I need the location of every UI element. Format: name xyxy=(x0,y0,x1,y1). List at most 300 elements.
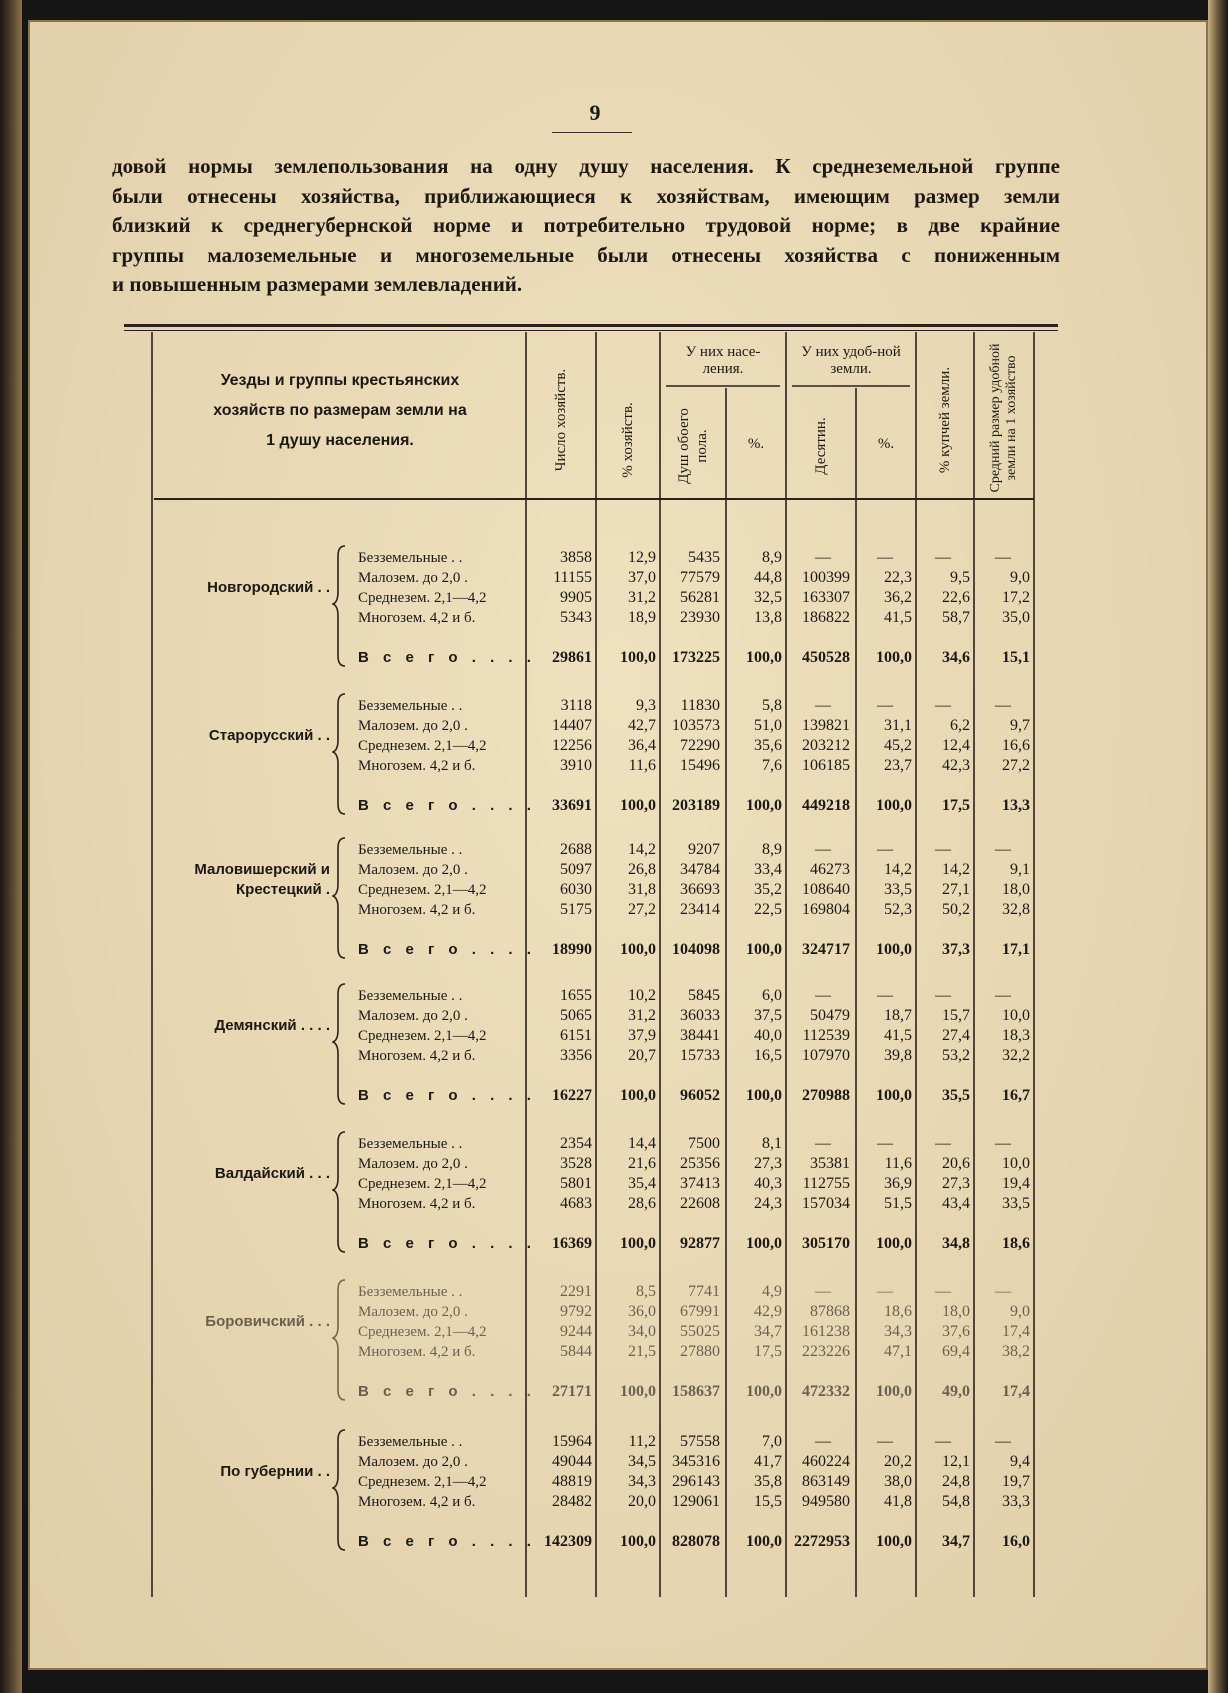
table-cell: — xyxy=(995,697,1011,714)
table-cell: — xyxy=(877,549,893,566)
total-cell: 158637 xyxy=(672,1383,720,1400)
table-cell: 34,3 xyxy=(628,1473,656,1490)
table-cell: 20,2 xyxy=(884,1453,912,1470)
group-row-label: Безземельные . . xyxy=(358,1136,463,1152)
total-cell: 173225 xyxy=(672,649,720,666)
table-cell: 40,0 xyxy=(754,1027,782,1044)
table-cell: 2354 xyxy=(560,1135,592,1152)
total-cell: 13,3 xyxy=(1002,797,1030,814)
table-cell: 3858 xyxy=(560,549,592,566)
table-cell: 108640 xyxy=(802,881,850,898)
total-cell: 450528 xyxy=(802,649,850,666)
table-cell: 15496 xyxy=(680,757,720,774)
table-cell: 21,6 xyxy=(628,1155,656,1172)
table-cell: 38,0 xyxy=(884,1473,912,1490)
table-cell: 7,0 xyxy=(762,1433,782,1450)
header-population-group: У них насе-ления. xyxy=(685,344,761,377)
table-cell: 103573 xyxy=(672,717,720,734)
table-cell: 5,8 xyxy=(762,697,782,714)
header-desyatin: Десятин. xyxy=(813,417,829,475)
table-cell: 5175 xyxy=(560,901,592,918)
table-cell: 42,3 xyxy=(942,757,970,774)
table-cell: 863149 xyxy=(802,1473,850,1490)
table-cell: 42,7 xyxy=(628,717,656,734)
table-cell: 25356 xyxy=(680,1155,720,1172)
group-row-label: Малозем. до 2,0 . xyxy=(358,1304,468,1320)
table-cell: 18,3 xyxy=(1002,1027,1030,1044)
table-cell: 12,4 xyxy=(942,737,970,754)
uezd-name: Валдайский . . . xyxy=(214,1165,330,1182)
header-households: Число хозяйств. xyxy=(553,368,569,472)
header-souls-pct: %. xyxy=(747,436,765,452)
table-cell: 67991 xyxy=(680,1303,720,1320)
table-cell: 5343 xyxy=(560,609,592,626)
total-cell: 27171 xyxy=(552,1383,592,1400)
group-row-label: Малозем. до 2,0 . xyxy=(358,570,468,586)
table-cell: 12256 xyxy=(552,737,592,754)
table-cell: 13,8 xyxy=(754,609,782,626)
group-row-label: Среднезем. 2,1—4,2 xyxy=(358,1028,487,1044)
table-cell: 5435 xyxy=(688,549,720,566)
table-cell: 28,6 xyxy=(628,1195,656,1212)
total-cell: 34,6 xyxy=(942,649,970,666)
group-brace xyxy=(332,1428,348,1552)
page-number: 9 xyxy=(589,100,601,125)
table-cell: — xyxy=(877,1433,893,1450)
table-cell: — xyxy=(877,1283,893,1300)
total-cell: 29861 xyxy=(552,649,592,666)
table-cell: 16,6 xyxy=(1002,737,1030,754)
table-cell: — xyxy=(995,1283,1011,1300)
table-cell: 9,0 xyxy=(1010,1303,1030,1320)
table-cell: 11155 xyxy=(553,569,592,586)
table-cell: 27,1 xyxy=(942,881,970,898)
table-cell: 10,0 xyxy=(1002,1007,1030,1024)
table-cell: — xyxy=(935,1283,951,1300)
total-cell: 100,0 xyxy=(746,941,782,958)
table-cell: 161238 xyxy=(802,1323,850,1340)
header-bought-land: % купчей земли. xyxy=(937,366,953,474)
total-cell: 305170 xyxy=(802,1235,850,1252)
table-cell: 19,7 xyxy=(1002,1473,1030,1490)
table-cell: — xyxy=(995,987,1011,1004)
paragraph-line: и повышенным размерами землевладений. xyxy=(112,272,523,296)
table-cell: 9,1 xyxy=(1010,861,1030,878)
total-cell: 100,0 xyxy=(876,1533,912,1550)
table-cell: 33,5 xyxy=(884,881,912,898)
table-cell: 14,2 xyxy=(884,861,912,878)
uezd-name: Демянский . . . . xyxy=(214,1017,330,1034)
table-cell: 22,6 xyxy=(942,589,970,606)
table-cell: 77579 xyxy=(680,569,720,586)
total-cell: 34,7 xyxy=(942,1533,970,1550)
table-cell: 5097 xyxy=(560,861,592,878)
total-cell: 828078 xyxy=(672,1533,720,1550)
total-cell: 100,0 xyxy=(876,1087,912,1104)
table-cell: 6030 xyxy=(560,881,592,898)
table-cell: 19,4 xyxy=(1002,1175,1030,1192)
table-cell: 50479 xyxy=(810,1007,850,1024)
total-cell: 100,0 xyxy=(620,649,656,666)
table-cell: 33,3 xyxy=(1002,1493,1030,1510)
total-row-label: В с е г о . . . . xyxy=(358,797,536,814)
total-cell: 449218 xyxy=(802,797,850,814)
total-cell: 100,0 xyxy=(876,1235,912,1252)
table-cell: 9905 xyxy=(560,589,592,606)
table-cell: 31,2 xyxy=(628,1007,656,1024)
total-cell: 16227 xyxy=(552,1087,592,1104)
group-row-label: Безземельные . . xyxy=(358,988,463,1004)
total-cell: 2272953 xyxy=(794,1533,850,1550)
total-cell: 100,0 xyxy=(746,1383,782,1400)
total-row-label: В с е г о . . . . xyxy=(358,1383,536,1400)
table-cell: 27880 xyxy=(680,1343,720,1360)
table-cell: 52,3 xyxy=(884,901,912,918)
table-cell: 23930 xyxy=(680,609,720,626)
uezd-name: Маловишерский и xyxy=(194,861,330,878)
table-cell: 20,0 xyxy=(628,1493,656,1510)
table-cell: 41,5 xyxy=(884,1027,912,1044)
table-cell: 39,8 xyxy=(884,1047,912,1064)
table-cell: 41,8 xyxy=(884,1493,912,1510)
total-cell: 33691 xyxy=(552,797,592,814)
group-row-label: Среднезем. 2,1—4,2 xyxy=(358,590,487,606)
group-row-label: Многозем. 4,2 и б. xyxy=(358,1494,476,1510)
table-cell: 35,4 xyxy=(628,1175,656,1192)
table-cell: 14,4 xyxy=(628,1135,656,1152)
table-cell: 8,1 xyxy=(762,1135,782,1152)
table-cell: 22,3 xyxy=(884,569,912,586)
table-cell: 9,0 xyxy=(1010,569,1030,586)
table-cell: 32,2 xyxy=(1002,1047,1030,1064)
table-cell: 22608 xyxy=(680,1195,720,1212)
table-cell: — xyxy=(935,841,951,858)
table-cell: 6,0 xyxy=(762,987,782,1004)
table-cell: 9,5 xyxy=(950,569,970,586)
table-cell: 129061 xyxy=(672,1493,720,1510)
group-row-label: Малозем. до 2,0 . xyxy=(358,862,468,878)
table-cell: 12,9 xyxy=(628,549,656,566)
table-cell: 31,2 xyxy=(628,589,656,606)
table-cell: 35,2 xyxy=(754,881,782,898)
group-row-label: Многозем. 4,2 и б. xyxy=(358,1196,476,1212)
table-cell: 24,3 xyxy=(754,1195,782,1212)
table-cell: 16,5 xyxy=(754,1047,782,1064)
table-cell: 10,2 xyxy=(628,987,656,1004)
table-cell: 35,0 xyxy=(1002,609,1030,626)
table-cell: 14407 xyxy=(552,717,592,734)
total-row-label: В с е г о . . . . xyxy=(358,1087,536,1104)
table-cell: 55025 xyxy=(680,1323,720,1340)
table-cell: 9,7 xyxy=(1010,717,1030,734)
total-cell: 270988 xyxy=(802,1087,850,1104)
table-cell: — xyxy=(995,1433,1011,1450)
total-cell: 35,5 xyxy=(942,1087,970,1104)
table-cell: 15733 xyxy=(680,1047,720,1064)
table-cell: 27,2 xyxy=(1002,757,1030,774)
table-cell: — xyxy=(935,987,951,1004)
table-cell: 49044 xyxy=(552,1453,592,1470)
uezd-name: По губернии . . xyxy=(220,1463,330,1480)
total-row-label: В с е г о . . . . xyxy=(358,1533,536,1550)
table-cell: 31,8 xyxy=(628,881,656,898)
group-row-label: Многозем. 4,2 и б. xyxy=(358,1048,476,1064)
table-cell: — xyxy=(815,697,831,714)
group-row-label: Среднезем. 2,1—4,2 xyxy=(358,882,487,898)
table-cell: 36,9 xyxy=(884,1175,912,1192)
total-cell: 17,4 xyxy=(1002,1383,1030,1400)
header-line: Уезды и группы крестьянских xyxy=(220,372,460,389)
table-cell: 37,5 xyxy=(754,1007,782,1024)
table-cell: 9244 xyxy=(560,1323,592,1340)
table-cell: 23414 xyxy=(680,901,720,918)
table-cell: 4683 xyxy=(560,1195,592,1212)
total-cell: 49,0 xyxy=(942,1383,970,1400)
table-cell: 460224 xyxy=(802,1453,850,1470)
uezd-name: Старорусский . . xyxy=(208,727,330,744)
table-cell: 34784 xyxy=(680,861,720,878)
table-cell: — xyxy=(815,549,831,566)
table-cell: 36,0 xyxy=(628,1303,656,1320)
table-cell: 223226 xyxy=(802,1343,850,1360)
table-cell: 31,1 xyxy=(884,717,912,734)
table-cell: — xyxy=(935,549,951,566)
total-cell: 100,0 xyxy=(746,1235,782,1252)
total-cell: 17,1 xyxy=(1002,941,1030,958)
table-cell: 36033 xyxy=(680,1007,720,1024)
header-land-group: У них удоб-ной земли. xyxy=(801,344,901,377)
group-row-label: Безземельные . . xyxy=(358,842,463,858)
table-cell: 34,7 xyxy=(754,1323,782,1340)
total-row-label: В с е г о . . . . xyxy=(358,649,536,666)
table-cell: 36693 xyxy=(680,881,720,898)
total-cell: 16,0 xyxy=(1002,1533,1030,1550)
table-cell: 949580 xyxy=(802,1493,850,1510)
table-cell: 9,4 xyxy=(1010,1453,1030,1470)
group-row-label: Безземельные . . xyxy=(358,550,463,566)
table-cell: 7500 xyxy=(688,1135,720,1152)
group-row-label: Среднезем. 2,1—4,2 xyxy=(358,1324,487,1340)
table-cell: 34,0 xyxy=(628,1323,656,1340)
total-cell: 100,0 xyxy=(876,797,912,814)
table-cell: — xyxy=(815,987,831,1004)
header-households-pct: % хозяйств. xyxy=(620,402,636,478)
total-cell: 100,0 xyxy=(746,649,782,666)
header-line: хозяйств по размерам земли на xyxy=(213,402,467,419)
table-cell: 56281 xyxy=(680,589,720,606)
table-cell: 11,6 xyxy=(628,757,656,774)
group-brace xyxy=(332,544,348,668)
table-cell: 26,8 xyxy=(628,861,656,878)
total-cell: 100,0 xyxy=(876,1383,912,1400)
table-cell: 48819 xyxy=(552,1473,592,1490)
table-cell: 14,2 xyxy=(942,861,970,878)
table-cell: — xyxy=(995,841,1011,858)
total-cell: 100,0 xyxy=(620,1383,656,1400)
table-cell: 37,0 xyxy=(628,569,656,586)
table-cell: 27,4 xyxy=(942,1027,970,1044)
table-cell: — xyxy=(815,841,831,858)
table-cell: — xyxy=(995,549,1011,566)
table-cell: 51,0 xyxy=(754,717,782,734)
table-cell: — xyxy=(877,697,893,714)
group-brace xyxy=(332,1130,348,1254)
table-cell: 35,8 xyxy=(754,1473,782,1490)
paragraph-line: довой нормы землепользования на одну душу населения. К среднеземельной группе xyxy=(112,154,1060,178)
paragraph-line: группы малоземельные и многоземельные были отнесены хозяйства с пониженным xyxy=(112,242,1060,267)
table-cell: 9207 xyxy=(688,841,720,858)
total-cell: 100,0 xyxy=(876,649,912,666)
group-row-label: Малозем. до 2,0 . xyxy=(358,718,468,734)
table-cell: 15,7 xyxy=(942,1007,970,1024)
group-row-label: Безземельные . . xyxy=(358,698,463,714)
header-land-pct: %. xyxy=(877,436,895,452)
total-row-label: В с е г о . . . . xyxy=(358,941,536,958)
table-cell: 40,3 xyxy=(754,1175,782,1192)
total-cell: 15,1 xyxy=(1002,649,1030,666)
table-cell: — xyxy=(815,1135,831,1152)
group-row-label: Многозем. 4,2 и б. xyxy=(358,610,476,626)
table-cell: 106185 xyxy=(802,757,850,774)
table-cell: — xyxy=(935,1135,951,1152)
table-cell: 43,4 xyxy=(942,1195,970,1212)
total-cell: 100,0 xyxy=(620,941,656,958)
table-cell: 45,2 xyxy=(884,737,912,754)
table-cell: 8,9 xyxy=(762,841,782,858)
table-cell: 47,1 xyxy=(884,1343,912,1360)
table-cell: 6,2 xyxy=(950,717,970,734)
table-cell: 2291 xyxy=(560,1283,592,1300)
table-cell: 15964 xyxy=(552,1433,592,1450)
table-cell: 38441 xyxy=(680,1027,720,1044)
table-cell: 32,8 xyxy=(1002,901,1030,918)
table-cell: 37,6 xyxy=(942,1323,970,1340)
table-cell: — xyxy=(995,1135,1011,1152)
table-cell: 12,1 xyxy=(942,1453,970,1470)
total-cell: 100,0 xyxy=(746,1087,782,1104)
table-cell: 51,5 xyxy=(884,1195,912,1212)
total-cell: 472332 xyxy=(802,1383,850,1400)
table-cell: 8,9 xyxy=(762,549,782,566)
group-row-label: Малозем. до 2,0 . xyxy=(358,1454,468,1470)
table-cell: 5801 xyxy=(560,1175,592,1192)
table-cell: 21,5 xyxy=(628,1343,656,1360)
table-cell: 5845 xyxy=(688,987,720,1004)
paragraph-line: близкий к среднегубернской норме и потребительно трудовой норме; в две крайние xyxy=(112,213,1060,237)
group-row-label: Многозем. 4,2 и б. xyxy=(358,758,476,774)
table-cell: 34,5 xyxy=(628,1453,656,1470)
table-cell: 107970 xyxy=(802,1047,850,1064)
table-cell: 8,5 xyxy=(636,1283,656,1300)
table-cell: 3528 xyxy=(560,1155,592,1172)
table-cell: 11830 xyxy=(680,697,720,714)
table-cell: 4,9 xyxy=(762,1283,782,1300)
table-cell: 18,6 xyxy=(884,1303,912,1320)
total-cell: 100,0 xyxy=(620,797,656,814)
table-cell: 34,3 xyxy=(884,1323,912,1340)
table-cell: 37413 xyxy=(680,1175,720,1192)
group-row-label: Многозем. 4,2 и б. xyxy=(358,902,476,918)
total-cell: 17,5 xyxy=(942,797,970,814)
table-cell: 69,4 xyxy=(942,1343,970,1360)
group-brace xyxy=(332,836,348,960)
table-cell: — xyxy=(815,1433,831,1450)
total-cell: 100,0 xyxy=(620,1235,656,1252)
total-cell: 100,0 xyxy=(620,1533,656,1550)
table-cell: 36,2 xyxy=(884,589,912,606)
table-cell: 157034 xyxy=(802,1195,850,1212)
table-cell: 3118 xyxy=(560,697,592,714)
total-cell: 92877 xyxy=(680,1235,720,1252)
table-cell: 28482 xyxy=(552,1493,592,1510)
table-cell: 15,5 xyxy=(754,1493,782,1510)
table-cell: 169804 xyxy=(802,901,850,918)
total-cell: 142309 xyxy=(544,1533,592,1550)
total-cell: 203189 xyxy=(672,797,720,814)
table-cell: 11,2 xyxy=(628,1433,656,1450)
table-cell: 41,5 xyxy=(884,609,912,626)
header-uezd-groups xyxy=(160,366,520,456)
table-cell: 163307 xyxy=(802,589,850,606)
total-cell: 100,0 xyxy=(620,1087,656,1104)
table-cell: 35381 xyxy=(810,1155,850,1172)
table-cell: 112755 xyxy=(802,1175,850,1192)
total-cell: 100,0 xyxy=(746,1533,782,1550)
group-row-label: Среднезем. 2,1—4,2 xyxy=(358,1176,487,1192)
total-cell: 324717 xyxy=(802,941,850,958)
table-cell: 7,6 xyxy=(762,757,782,774)
table-cell: 38,2 xyxy=(1002,1343,1030,1360)
total-cell: 18,6 xyxy=(1002,1235,1030,1252)
total-cell: 34,8 xyxy=(942,1235,970,1252)
paragraph-line: были отнесены хозяйства, приближающиеся к хозяйствам, имеющим размер земли xyxy=(112,183,1060,208)
uezd-name: Крестецкий . xyxy=(236,881,330,898)
table-cell: 46273 xyxy=(810,861,850,878)
table-cell: — xyxy=(815,1283,831,1300)
table-cell: 186822 xyxy=(802,609,850,626)
table-cell: 112539 xyxy=(802,1027,850,1044)
table-cell: 11,6 xyxy=(884,1155,912,1172)
table-cell: 33,4 xyxy=(754,861,782,878)
table-cell: 24,8 xyxy=(942,1473,970,1490)
table-cell: 22,5 xyxy=(754,901,782,918)
total-row-label: В с е г о . . . . xyxy=(358,1235,536,1252)
table-cell: 3910 xyxy=(560,757,592,774)
table-cell: 32,5 xyxy=(754,589,782,606)
table-cell: 20,6 xyxy=(942,1155,970,1172)
total-cell: 16,7 xyxy=(1002,1087,1030,1104)
table-cell: 6151 xyxy=(560,1027,592,1044)
table-cell: 203212 xyxy=(802,737,850,754)
group-row-label: Среднезем. 2,1—4,2 xyxy=(358,1474,487,1490)
group-row-label: Среднезем. 2,1—4,2 xyxy=(358,738,487,754)
table-cell: 37,9 xyxy=(628,1027,656,1044)
table-cell: 23,7 xyxy=(884,757,912,774)
uezd-name: Боровичский . . . xyxy=(205,1313,330,1330)
table-cell: 5844 xyxy=(560,1343,592,1360)
table-cell: 20,7 xyxy=(628,1047,656,1064)
table-cell: 57558 xyxy=(680,1433,720,1450)
table-cell: 345316 xyxy=(672,1453,720,1470)
table-cell: 27,2 xyxy=(628,901,656,918)
table-cell: 9792 xyxy=(560,1303,592,1320)
table-cell: 58,7 xyxy=(942,609,970,626)
group-row-label: Многозем. 4,2 и б. xyxy=(358,1344,476,1360)
table-cell: 100399 xyxy=(802,569,850,586)
table-cell: 42,9 xyxy=(754,1303,782,1320)
table-cell: 18,0 xyxy=(1002,881,1030,898)
table-cell: 18,7 xyxy=(884,1007,912,1024)
